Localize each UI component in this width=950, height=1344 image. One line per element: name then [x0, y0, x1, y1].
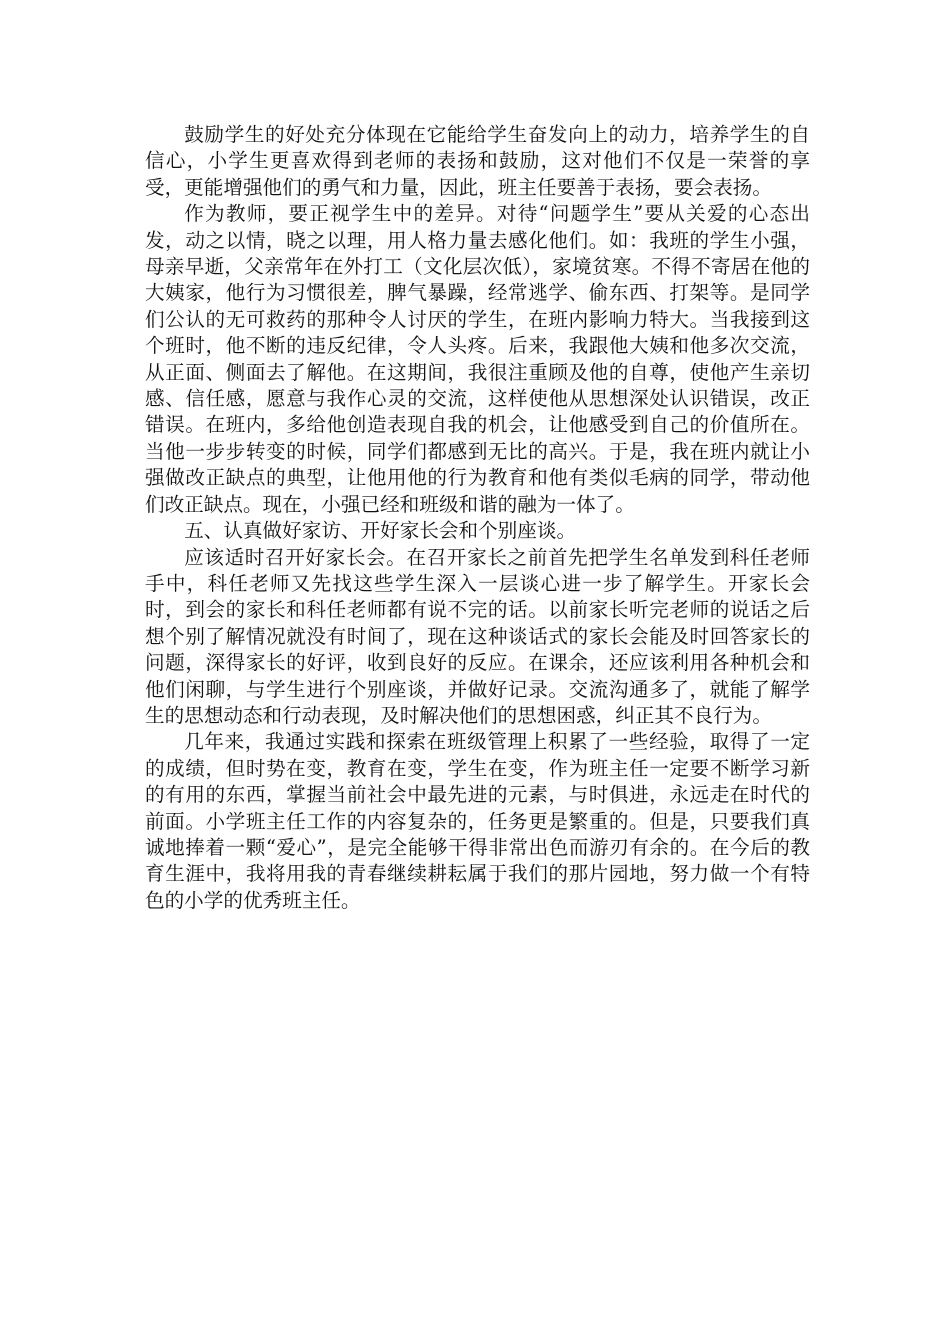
paragraph-praise-encouragement: 鼓励学生的好处充分体现在它能给学生奋发向上的动力，培养学生的自信心，小学生更喜欢得到老师的表扬和鼓励，这对他们不仅是一荣誉的享受，更能增强他们的勇气和力量，因此，班主任要善于表扬，要会表扬。 — [145, 123, 810, 199]
document-body — [145, 122, 810, 914]
paragraph-problem-students: 作为教师，要正视学生中的差异。对待“问题学生”要从关爱的心态出发，动之以情，晓之以理，用人格力量去感化他们。如：我班的学生小强，母亲早逝，父亲常年在外打工（文化层次低），家境贫寒。不得不寄居在他的大姨家，他行为习惯很差，脾气暴躁，经常逃学、偷东西、打架等。是同学们公认的无可救药的那种令人讨厌的学生，在班内影响力特大。当我接到这个班时，他不断的违反纪律，令人头疼。后来，我跟他大姨和他多次交流，从正面、侧面去了解他。在这期间，我很注重顾及他的自尊，使他产生亲切感、信任感，愿意与我作心灵的交流，这样使他从思想深处认识错误，改正错误。在班内，多给他创造表现自我的机会，让他感受到自己的价值所在。当他一步步转变的时候，同学们都感到无比的高兴。于是，我在班内就让小强做改正缺点的典型，让他用他的行为教育和他有类似毛病的同学，带动他们改正缺点。现在，小强已经和班级和谐的融为一体了。 — [145, 202, 810, 516]
paragraph-parent-meetings: 应该适时召开好家长会。在召开家长之前首先把学生名单发到科任老师手中，科任老师又先找这些学生深入一层谈心进一步了解学生。开家长会时，到会的家长和科任老师都有说不完的话。以前家长听完老师的说话之后想个别了解情况就没有时间了，现在这种谈话式的家长会能及时回答家长的问题，深得家长的好评，收到良好的反应。在课余，还应该利用各种机会和他们闲聊，与学生进行个别座谈，并做好记录。交流沟通多了，就能了解学生的思想动态和行动表现，及时解决他们的思想困惑，纠正其不良行为。 — [145, 545, 810, 727]
paragraph-conclusion: 几年来，我通过实践和探索在班级管理上积累了一些经验，取得了一定的成绩，但时势在变，教育在变，学生在变，作为班主任一定要不断学习新的有用的东西，掌握当前社会中最先进的元素，与时俱进，永远走在时代的前面。小学班主任工作的内容复杂的，任务更是繁重的。但是，只要我们真诚地捧着一颗“爱心”，是完全能够干得非常出色而游刃有余的。在今后的教育生涯中，我将用我的青春继续耕耘属于我们的那片园地，努力做一个有特色的小学的优秀班主任。 — [145, 730, 810, 912]
section-heading-home-visits: 五、认真做好家访、开好家长会和个别座谈。 — [184, 519, 577, 543]
